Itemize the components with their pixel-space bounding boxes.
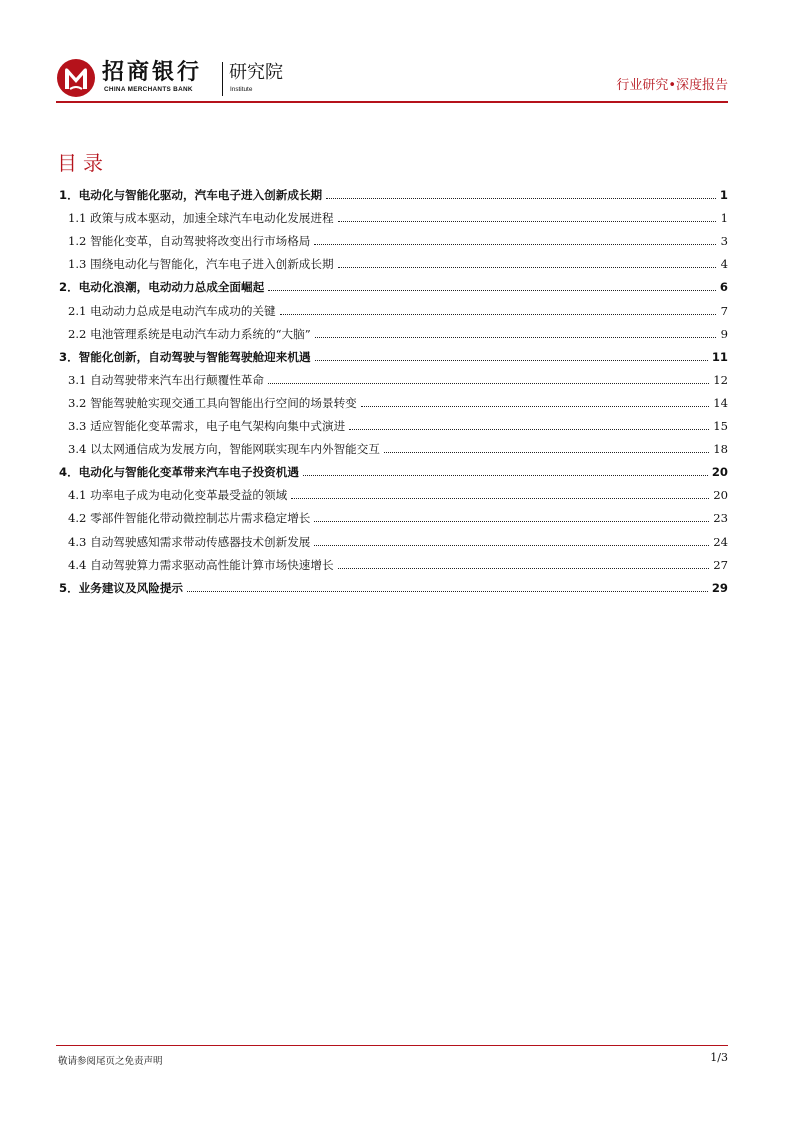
toc-section-entry[interactable] xyxy=(57,249,728,272)
toc-entry-page: 18 xyxy=(713,442,728,457)
toc-entry-page: 1 xyxy=(720,211,728,226)
page-header xyxy=(56,56,728,100)
toc-section-entry[interactable] xyxy=(57,319,728,342)
toc-section-entry[interactable] xyxy=(57,434,728,457)
toc-leader-dots xyxy=(314,545,709,546)
toc-entry-page: 9 xyxy=(720,326,728,341)
toc-leader-dots xyxy=(349,429,709,430)
toc-entry-page: 11 xyxy=(711,349,728,364)
toc-entry-label: 3．智能化创新，自动驾驶与智能驾驶舱迎来机遇 xyxy=(59,349,311,364)
toc-section-entry[interactable] xyxy=(57,503,728,526)
toc-section-entry[interactable] xyxy=(57,295,728,318)
toc-entry-label: 3.3 适应智能化变革需求，电子电气架构向集中式演进 xyxy=(68,419,346,434)
toc-entry-label: 4.4 自动驾驶算力需求驱动高性能计算市场快速增长 xyxy=(68,557,334,572)
toc-entry-label: 4．电动化与智能化变革带来汽车电子投资机遇 xyxy=(59,465,299,480)
page-number: 1/3 xyxy=(710,1051,728,1064)
toc-leader-dots xyxy=(338,568,710,569)
toc-entry-label: 2.1 电动动力总成是电动汽车成功的关键 xyxy=(68,303,276,318)
toc-chapter-entry[interactable] xyxy=(57,573,728,596)
toc-section-entry[interactable] xyxy=(57,526,728,549)
footer-disclaimer: 敬请参阅尾页之免责声明 xyxy=(58,1056,163,1067)
toc-section-entry[interactable] xyxy=(57,226,728,249)
report-type: 行业研究•深度报告 xyxy=(616,78,728,93)
toc-leader-dots xyxy=(315,360,708,361)
toc-section-entry[interactable] xyxy=(57,550,728,573)
toc-entry-label: 1．电动化与智能化驱动，汽车电子进入创新成长期 xyxy=(59,188,323,203)
toc-entry-label: 1.3 围绕电动化与智能化，汽车电子进入创新成长期 xyxy=(68,257,334,272)
toc-entry-label: 4.2 零部件智能化带动微控制芯片需求稳定增长 xyxy=(68,511,311,526)
table-of-contents xyxy=(57,180,728,596)
toc-leader-dots xyxy=(314,521,709,522)
toc-entry-page: 29 xyxy=(711,580,728,595)
toc-leader-dots xyxy=(384,452,709,453)
cmb-logo-icon xyxy=(56,58,96,98)
toc-chapter-entry[interactable] xyxy=(57,180,728,203)
toc-entry-label: 3.1 自动驾驶带来汽车出行颠覆性革命 xyxy=(68,372,265,387)
toc-entry-label: 1.2 智能化变革，自动驾驶将改变出行市场格局 xyxy=(68,234,311,249)
toc-entry-label: 1.1 政策与成本驱动，加速全球汽车电动化发展进程 xyxy=(68,211,334,226)
toc-entry-page: 24 xyxy=(713,534,728,549)
toc-entry-page: 20 xyxy=(711,465,728,480)
toc-entry-page: 12 xyxy=(713,372,728,387)
toc-leader-dots xyxy=(361,406,709,407)
brand-name-cn: 招商银行 xyxy=(102,60,203,85)
toc-section-entry[interactable] xyxy=(57,411,728,434)
toc-section-entry[interactable] xyxy=(57,480,728,503)
brand-divider xyxy=(222,62,223,96)
toc-entry-label: 4.1 功率电子成为电动化变革最受益的领域 xyxy=(68,488,288,503)
institute-name-cn: 研究院 xyxy=(229,62,283,83)
toc-entry-page: 6 xyxy=(719,280,728,295)
toc-section-entry[interactable] xyxy=(57,388,728,411)
toc-leader-dots xyxy=(187,591,708,592)
toc-leader-dots xyxy=(338,221,716,222)
toc-entry-label: 4.3 自动驾驶感知需求带动传感器技术创新发展 xyxy=(68,534,311,549)
toc-leader-dots xyxy=(291,498,709,499)
brand-name-en: CHINA MERCHANTS BANK xyxy=(104,86,193,93)
toc-entry-page: 14 xyxy=(713,395,728,410)
toc-entry-page: 7 xyxy=(720,303,728,318)
toc-leader-dots xyxy=(303,475,708,476)
institute-name-en: Institute xyxy=(230,86,253,93)
toc-chapter-entry[interactable] xyxy=(57,342,728,365)
toc-section-entry[interactable] xyxy=(57,365,728,388)
toc-entry-page: 27 xyxy=(713,557,728,572)
toc-entry-page: 15 xyxy=(713,419,728,434)
toc-chapter-entry[interactable] xyxy=(57,457,728,480)
toc-leader-dots xyxy=(315,337,716,338)
toc-entry-label: 3.4 以太网通信成为发展方向，智能网联实现车内外智能交互 xyxy=(68,442,380,457)
toc-entry-label: 2.2 电池管理系统是电动汽车动力系统的“大脑” xyxy=(68,326,311,341)
toc-entry-page: 20 xyxy=(713,488,728,503)
toc-entry-page: 3 xyxy=(720,234,728,249)
toc-entry-label: 3.2 智能驾驶舱实现交通工具向智能出行空间的场景转变 xyxy=(68,395,357,410)
toc-leader-dots xyxy=(326,198,716,199)
toc-leader-dots xyxy=(280,314,716,315)
toc-entry-label: 5．业务建议及风险提示 xyxy=(59,580,184,595)
toc-entry-page: 23 xyxy=(713,511,728,526)
toc-entry-page: 4 xyxy=(720,257,728,272)
toc-leader-dots xyxy=(268,383,709,384)
toc-section-entry[interactable] xyxy=(57,203,728,226)
toc-entry-page: 1 xyxy=(719,188,728,203)
footer-divider xyxy=(56,1045,728,1046)
toc-leader-dots xyxy=(338,267,716,268)
toc-entry-label: 2．电动化浪潮，电动动力总成全面崛起 xyxy=(59,280,265,295)
toc-leader-dots xyxy=(314,244,716,245)
toc-title: 目录 xyxy=(57,151,109,175)
toc-leader-dots xyxy=(268,290,716,291)
header-divider xyxy=(56,101,728,103)
toc-chapter-entry[interactable] xyxy=(57,272,728,295)
